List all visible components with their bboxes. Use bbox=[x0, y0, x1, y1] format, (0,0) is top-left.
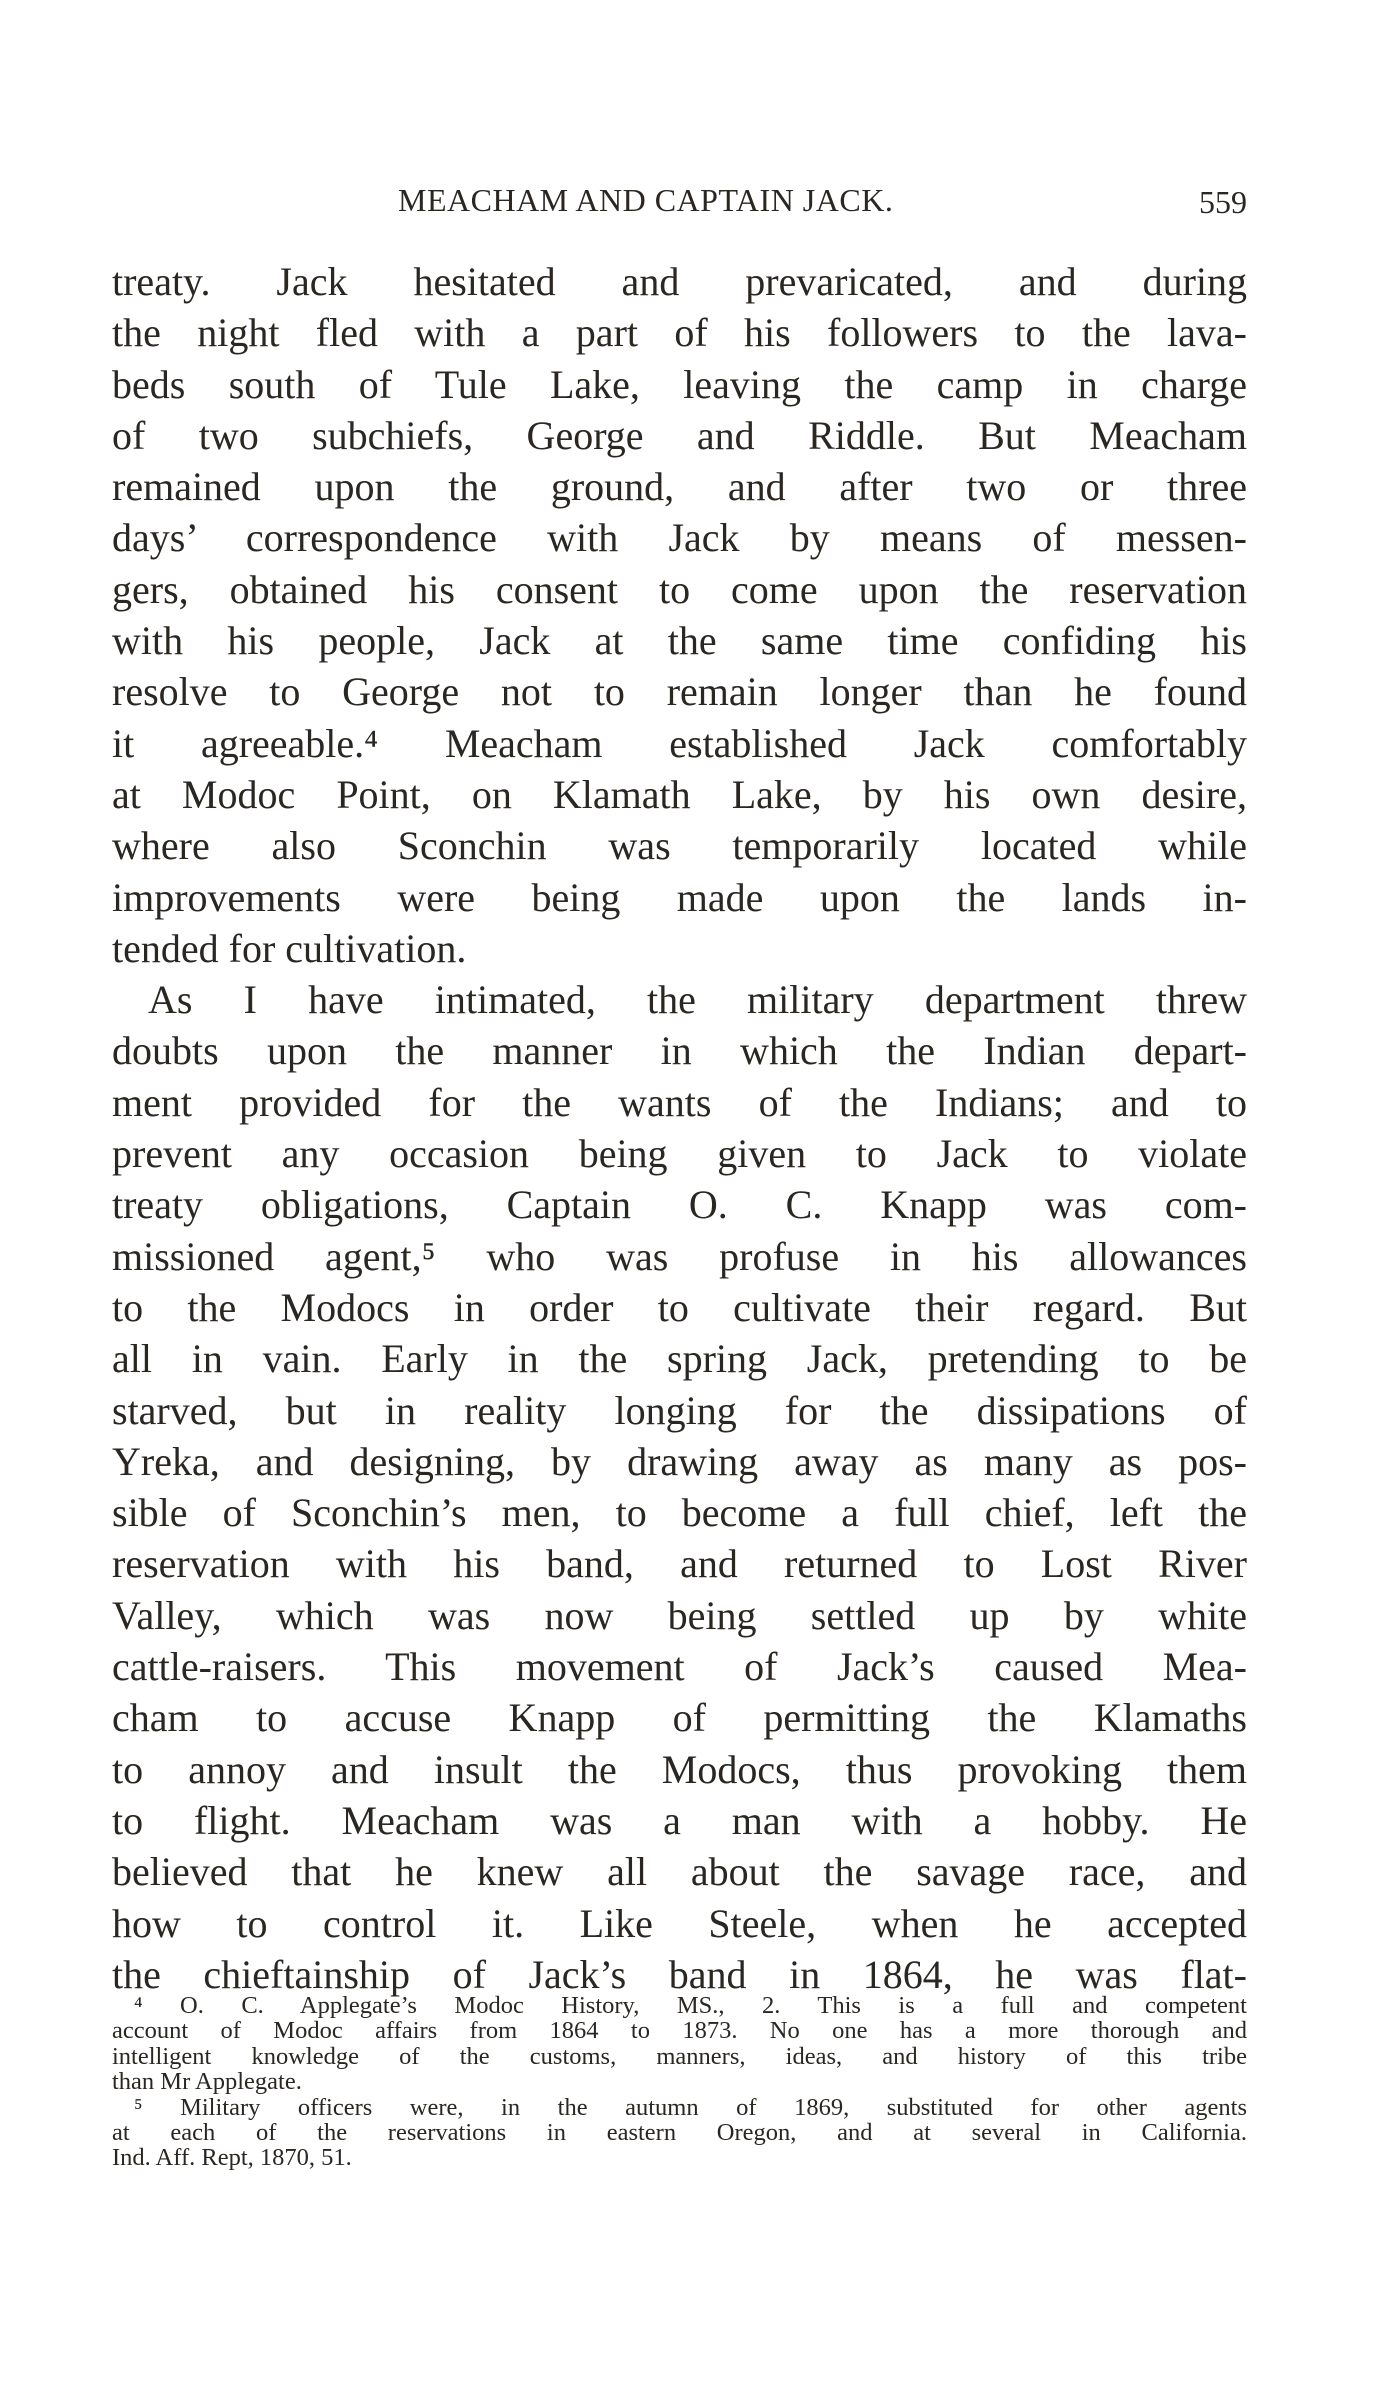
text-line: As I have intimated, the military department threw bbox=[148, 977, 1247, 1023]
text-line: Yreka, and designing, by drawing away as many as pos- bbox=[112, 1438, 1247, 1484]
running-head bbox=[112, 182, 1247, 226]
body-text bbox=[112, 256, 1247, 2000]
footnotes bbox=[112, 1993, 1247, 2171]
text-line: improvements were being made upon the lands in- bbox=[112, 874, 1247, 920]
text-line: beds south of Tule Lake, leaving the camp in charge bbox=[112, 361, 1247, 407]
text-line: ment provided for the wants of the Indians; and to bbox=[112, 1079, 1247, 1125]
text-line: days’ correspondence with Jack by means of messen- bbox=[112, 515, 1247, 561]
text-line: where also Sconchin was temporarily located while bbox=[112, 823, 1247, 869]
footnote-line: intelligent knowledge of the customs, manners, ideas, and history of this tribe bbox=[112, 2042, 1247, 2070]
text-line: doubts upon the manner in which the Indian depart- bbox=[112, 1028, 1247, 1074]
text-line: resolve to George not to remain longer than he found bbox=[112, 669, 1247, 715]
footnote-line: ⁵ Military officers were, in the autumn of 1869, substituted for other agents bbox=[134, 2093, 1247, 2121]
text-line: with his people, Jack at the same time confiding his bbox=[112, 618, 1247, 664]
text-line: cattle-raisers. This movement of Jack’s caused Mea- bbox=[112, 1644, 1247, 1690]
text-line: tended for cultivation. bbox=[112, 925, 467, 971]
text-line: of two subchiefs, George and Riddle. But Meacham bbox=[112, 412, 1247, 458]
text-line: at Modoc Point, on Klamath Lake, by his own desire, bbox=[112, 771, 1247, 817]
text-line: cham to accuse Knapp of permitting the Klamaths bbox=[112, 1695, 1247, 1741]
text-line: reservation with his band, and returned to Lost River bbox=[112, 1541, 1247, 1587]
text-line: Valley, which was now being settled up by white bbox=[112, 1592, 1247, 1638]
footnote-line: Ind. Aff. Rept, 1870, 51. bbox=[112, 2144, 352, 2172]
footnote-line: ⁴ O. C. Applegate’s Modoc History, MS., 2. This is a full and competent bbox=[134, 1992, 1247, 2019]
text-line: prevent any occasion being given to Jack to violate bbox=[112, 1131, 1247, 1177]
text-line: remained upon the ground, and after two or three bbox=[112, 464, 1247, 510]
text-line: starved, but in reality longing for the dissipations of bbox=[112, 1387, 1247, 1433]
text-line: how to control it. Like Steele, when he accepted bbox=[112, 1900, 1247, 1946]
text-line: treaty obligations, Captain O. C. Knapp was com- bbox=[112, 1182, 1247, 1228]
text-line: the night fled with a part of his followers to the lava- bbox=[112, 310, 1247, 356]
text-line: sible of Sconchin’s men, to become a full chief, left the bbox=[112, 1490, 1247, 1536]
text-line: it agreeable.⁴ Meacham established Jack comfortably bbox=[112, 720, 1247, 766]
text-line: gers, obtained his consent to come upon the reservation bbox=[112, 566, 1247, 612]
footnote-line: at each of the reservations in eastern Oregon, and at several in California. bbox=[112, 2118, 1247, 2146]
text-line: missioned agent,⁵ who was profuse in his allowances bbox=[112, 1233, 1247, 1279]
book-page bbox=[112, 0, 1247, 2404]
text-line: to annoy and insult the Modocs, thus provoking them bbox=[112, 1746, 1247, 1792]
text-line: to the Modocs in order to cultivate their regard. But bbox=[112, 1284, 1247, 1330]
text-line: the chieftainship of Jack’s band in 1864, he was flat- bbox=[112, 1951, 1247, 1997]
text-line: all in vain. Early in the spring Jack, pretending to be bbox=[112, 1336, 1247, 1382]
text-line: to flight. Meacham was a man with a hobby. He bbox=[112, 1797, 1247, 1843]
footnote-line: account of Modoc affairs from 1864 to 1873. No one has a more thorough and bbox=[112, 2017, 1247, 2045]
running-title: MEACHAM AND CAPTAIN JACK. bbox=[398, 182, 894, 218]
text-line: treaty. Jack hesitated and prevaricated, and during bbox=[112, 259, 1247, 304]
page-number: 559 bbox=[1199, 184, 1247, 220]
text-line: believed that he knew all about the savage race, and bbox=[112, 1849, 1247, 1895]
footnote-line: than Mr Applegate. bbox=[112, 2068, 302, 2096]
